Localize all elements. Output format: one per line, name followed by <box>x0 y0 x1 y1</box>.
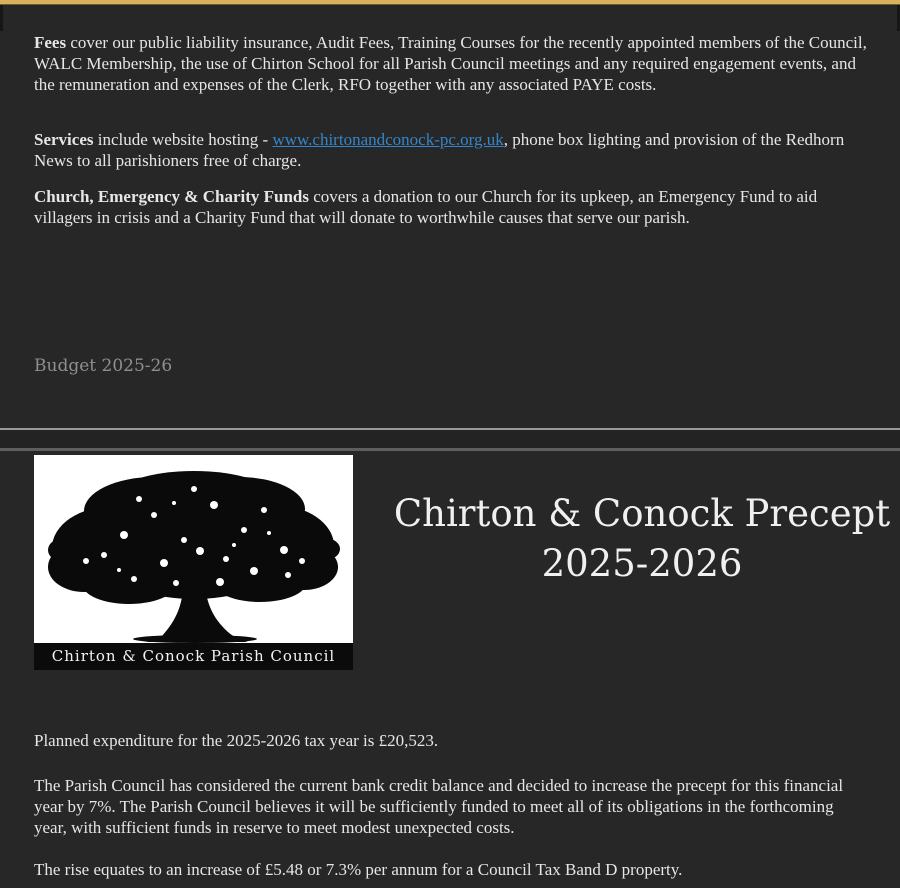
logo-caption: Chirton & Conock Parish Council <box>34 643 353 670</box>
fees-paragraph <box>34 32 868 95</box>
services-paragraph <box>34 129 868 171</box>
funds-lead: Church, Emergency & Charity Funds <box>34 187 309 206</box>
services-text-before-link: include website hosting - <box>93 130 273 149</box>
precept-increase-paragraph: The Parish Council has considered the current bank credit balance and decided to increase the precept for this financial year by 7%. The Parish Council believes it will be sufficiently funded to meet all of its obligations in the forthcoming year, with sufficient funds in reserve to meet modest unexpected costs. <box>34 776 844 837</box>
window-top-border <box>0 0 900 5</box>
oak-tree-icon <box>34 455 353 643</box>
top-left-edge-shade <box>0 5 3 31</box>
parish-council-logo <box>34 455 353 670</box>
fees-text: cover our public liability insurance, Audit Fees, Training Courses for the recently appointed members of the Council, WALC Membership, the use of Chirton School for all Parish Council meetings and any required engagement events, and the remuneration and expenses of the Clerk, RFO together with any associated PAYE costs. <box>34 33 867 94</box>
fees-lead: Fees <box>34 33 67 52</box>
page-gap <box>0 430 900 448</box>
band-d-rise-paragraph: The rise equates to an increase of £5.48 or 7.3% per annum for a Council Tax Band D property. <box>34 860 683 879</box>
page2-top-edge <box>0 448 900 451</box>
services-lead: Services <box>34 130 94 149</box>
funds-text: covers a donation to our Church for its upkeep, an Emergency Fund to aid villagers in crisis and a Charity Fund that will donate to worthwhile causes that serve our parish. <box>34 187 818 227</box>
page-footer-budget: Budget 2025-26 <box>34 356 173 376</box>
parish-council-website-link[interactable]: www.chirtonandconock-pc.org.uk <box>272 130 504 149</box>
document-title-line1: Chirton & Conock Precept <box>393 492 891 535</box>
funds-paragraph <box>34 186 868 228</box>
document-title <box>384 489 900 589</box>
services-text-after-link: , phone box lighting and provision of the Redhorn News to all parishioners free of charge. <box>34 130 845 170</box>
planned-expenditure-paragraph: Planned expenditure for the 2025-2026 tax year is £20,523. <box>34 731 439 750</box>
document-title-line2: 2025-2026 <box>541 542 743 585</box>
